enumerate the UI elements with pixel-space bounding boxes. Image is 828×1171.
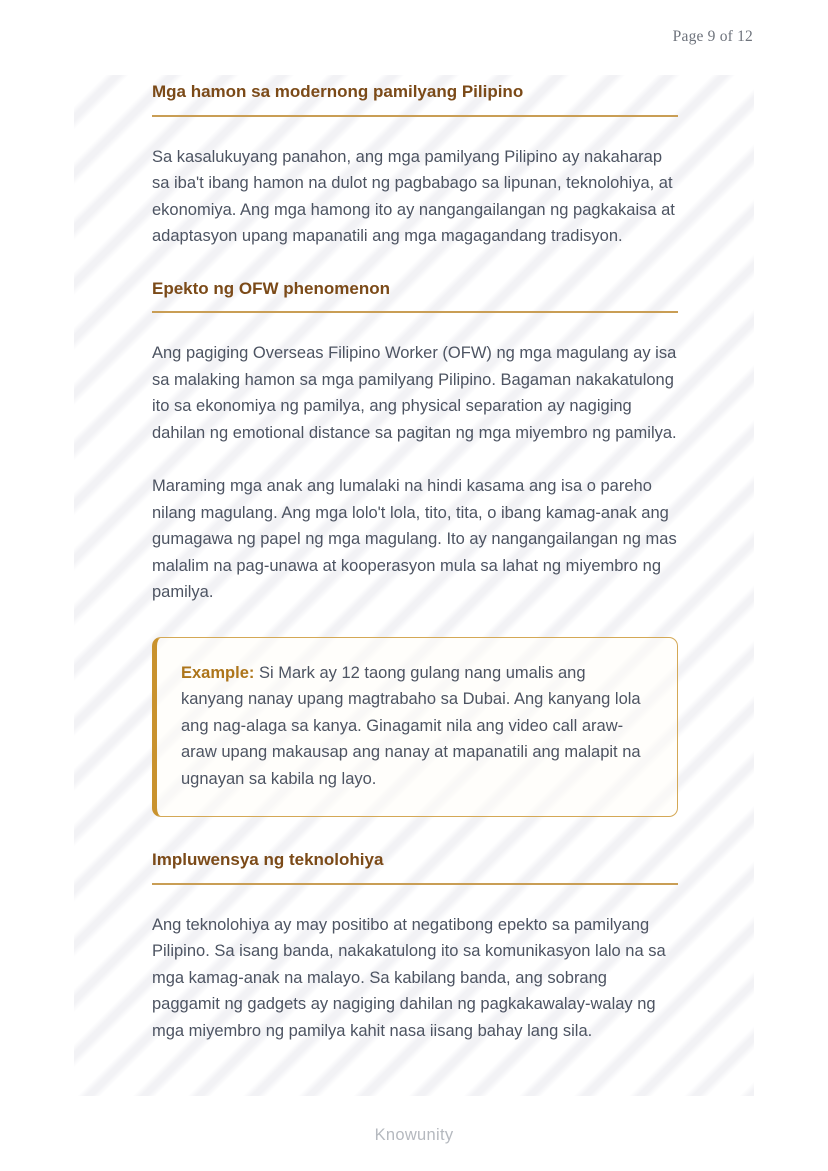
example-body: Si Mark ay 12 taong gulang nang umalis ang kanyang nanay upang magtrabaho sa Dubai. Ang kanyang lola ang nag-alaga sa kanya. Ginagamit nila ang video call araw-araw upang makausap ang nanay at mapanatili ang malapit na ugnayan sa kabila ng layo. — [181, 663, 641, 788]
section-heading: Mga hamon sa modernong pamilyang Pilipino — [152, 82, 678, 117]
paragraph: Ang pagiging Overseas Filipino Worker (OFW) ng mga magulang ay isa sa malaking hamon sa mga pamilyang Pilipino. Bagaman nakakatulong ito sa ekonomiya ng pamilya, ang physical separation ay nagiging dahilan ng emotional distance sa pagitan ng mga miyembro ng pamilya. — [152, 344, 677, 442]
section-heading: Epekto ng OFW phenomenon — [152, 279, 678, 314]
content-sheet — [74, 75, 754, 1096]
section-ofw-phenomenon — [152, 279, 678, 818]
footer-brand: Knowunity — [374, 1126, 454, 1144]
page-number: Page 9 of 12 — [672, 28, 753, 45]
page-footer — [0, 1126, 828, 1145]
section-modern-challenges — [152, 82, 678, 250]
paragraph: Maraming mga anak ang lumalaki na hindi kasama ang isa o pareho nilang magulang. Ang mga lolo't lola, tito, tita, o ibang kamag-anak ang gumagawa ng papel ng mga magulang. Ito ay nangangailangan ng mas malalim na pag-unawa at kooperasyon mula sa lahat ng miyembro ng pamilya. — [152, 477, 677, 602]
paragraph: Sa kasalukuyang panahon, ang mga pamilyang Pilipino ay nakaharap sa iba't ibang hamon na dulot ng pagbabago sa lipunan, teknolohiya, at ekonomiya. Ang mga hamong ito ay nangangailangan ng pagkakaisa at adaptasyon upang mapanatili ang mga magagandang tradisyon. — [152, 147, 675, 246]
example-text — [181, 660, 651, 793]
text-column — [74, 75, 754, 1044]
example-label: Example: — [181, 663, 255, 682]
paragraph: Ang teknolohiya ay may positibo at negatibong epekto sa pamilyang Pilipino. Sa isang banda, nakakatulong ito sa komunikasyon lalo na sa mga kamag-anak na malayo. Sa kabilang banda, ang sobrang paggamit ng gadgets ay nagiging dahilan ng pagkakawalay-walay ng mga miyembro ng pamilya kahit nasa iisang bahay lang sila. — [152, 915, 666, 1040]
example-callout — [152, 637, 678, 818]
section-heading: Impluwensya ng teknolohiya — [152, 850, 678, 885]
section-technology-influence — [152, 850, 678, 1044]
